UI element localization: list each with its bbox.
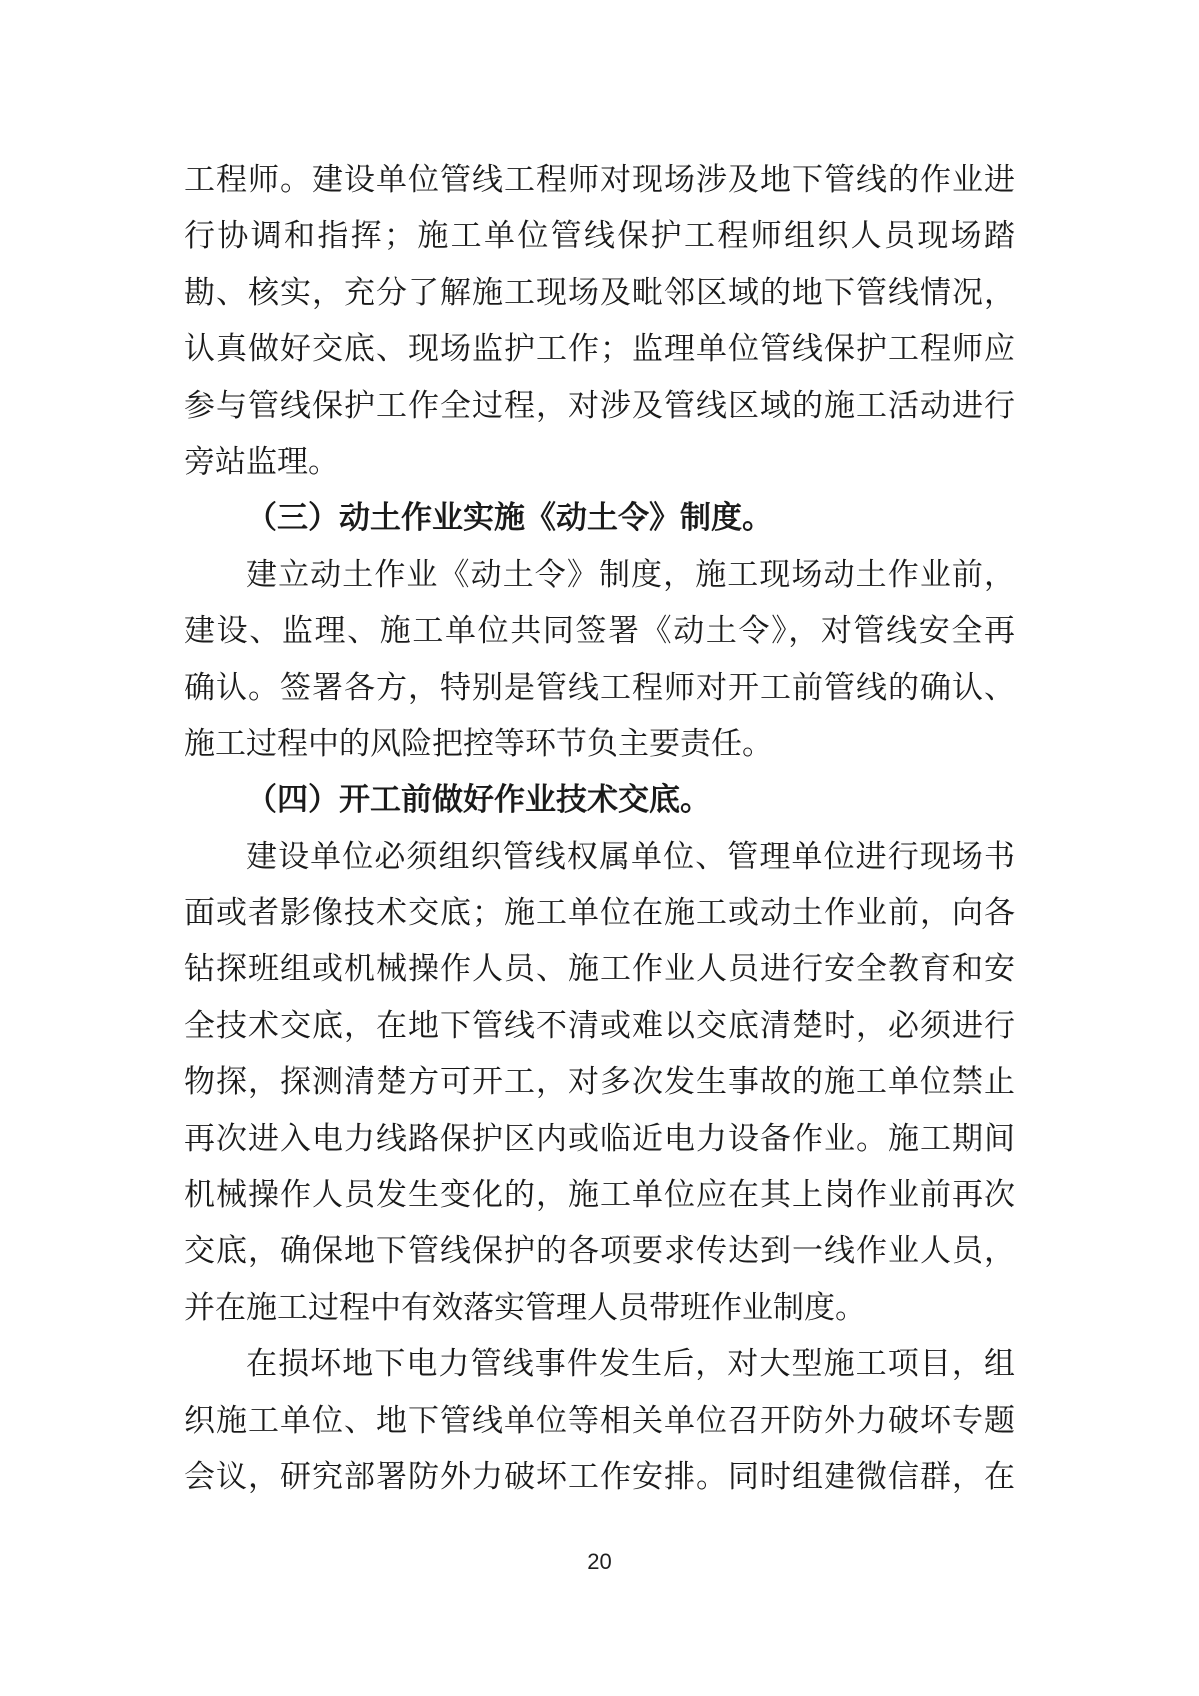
text-line: 全技术交底，在地下管线不清或难以交底清楚时，必须进行 — [184, 1007, 1015, 1043]
text-line: 建设、监理、施工单位共同签署《动土令》，对管线安全再 — [184, 613, 1015, 649]
text-line: 面或者影像技术交底；施工单位在施工或动土作业前，向各 — [184, 895, 1015, 931]
text-line: 织施工单位、地下管线单位等相关单位召开防外力破坏专题 — [184, 1402, 1015, 1438]
section-heading-3: （三）动土作业实施《动土令》制度。 — [246, 500, 773, 536]
text-line: 机械操作人员发生变化的，施工单位应在其上岗作业前再次 — [184, 1177, 1015, 1213]
text-line: 会议，研究部署防外力破坏工作安排。同时组建微信群，在 — [184, 1458, 1015, 1494]
text-line: 钻探班组或机械操作人员、施工作业人员进行安全教育和安 — [184, 951, 1015, 987]
text-line: 并在施工过程中有效落实管理人员带班作业制度。 — [184, 1289, 866, 1325]
text-line: 勘、核实，充分了解施工现场及毗邻区域的地下管线情况， — [184, 274, 1015, 310]
document-body-text — [184, 152, 1015, 1505]
section-heading-4: （四）开工前做好作业技术交底。 — [246, 782, 711, 818]
text-line: 参与管线保护工作全过程，对涉及管线区域的施工活动进行 — [184, 387, 1015, 423]
text-line: 建立动土作业《动土令》制度，施工现场动土作业前， — [246, 556, 1015, 592]
text-line: 确认。签署各方，特别是管线工程师对开工前管线的确认、 — [184, 669, 1015, 705]
text-line: 工程师。建设单位管线工程师对现场涉及地下管线的作业进 — [184, 162, 1015, 197]
text-line: 在损坏地下电力管线事件发生后，对大型施工项目，组 — [246, 1346, 1015, 1382]
text-line: 物探，探测清楚方可开工，对多次发生事故的施工单位禁止 — [184, 1064, 1015, 1100]
text-line: 交底，确保地下管线保护的各项要求传达到一线作业人员， — [184, 1233, 1015, 1269]
text-line: 旁站监理。 — [184, 443, 339, 479]
text-line: 行协调和指挥；施工单位管线保护工程师组织人员现场踏 — [184, 218, 1015, 254]
page-number: 20 — [587, 1549, 612, 1574]
text-line: 建设单位必须组织管线权属单位、管理单位进行现场书 — [246, 838, 1015, 874]
text-line: 认真做好交底、现场监护工作；监理单位管线保护工程师应 — [184, 331, 1015, 367]
text-line: 再次进入电力线路保护区内或临近电力设备作业。施工期间 — [184, 1120, 1015, 1156]
text-line: 施工过程中的风险把控等环节负主要责任。 — [184, 725, 773, 761]
